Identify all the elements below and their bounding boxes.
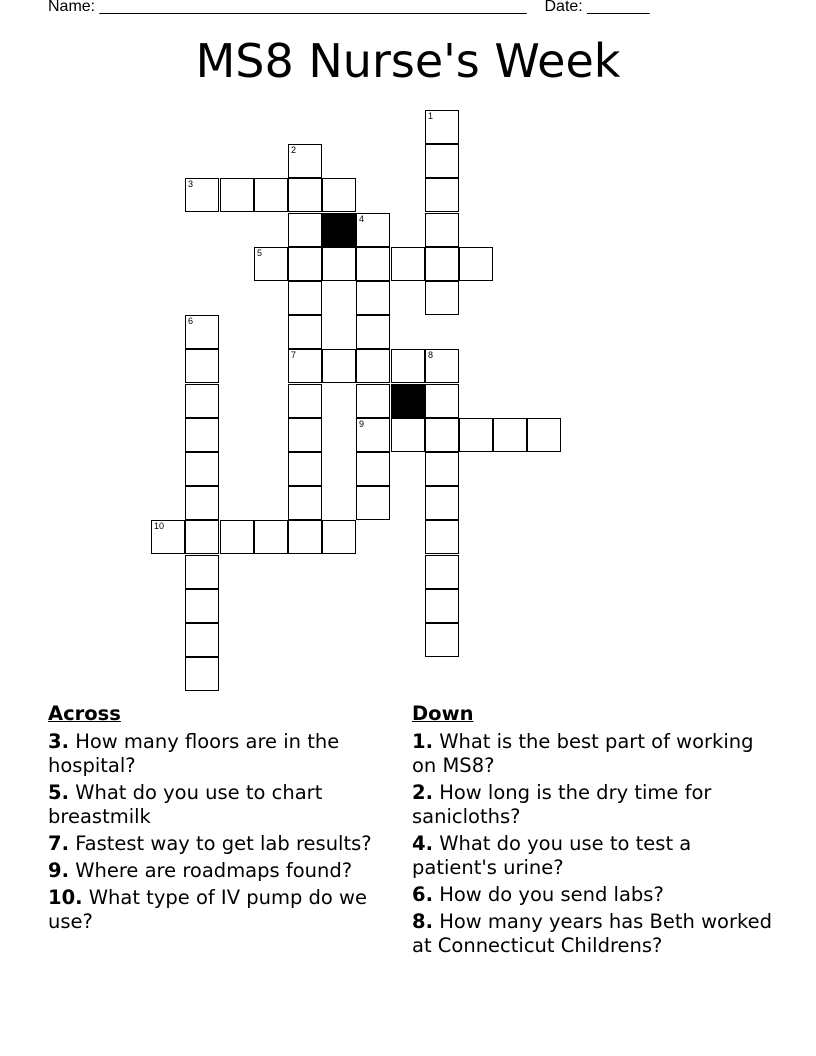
grid-cell[interactable]: [356, 247, 390, 281]
grid-cell[interactable]: [493, 418, 527, 452]
grid-cell[interactable]: [459, 418, 493, 452]
grid-cell[interactable]: [254, 520, 288, 554]
grid-cell[interactable]: [288, 247, 322, 281]
grid-cell[interactable]: [185, 384, 219, 418]
grid-cell[interactable]: [356, 315, 390, 349]
down-clue: 6. How do you send labs?: [412, 883, 664, 906]
grid-block: [322, 213, 356, 247]
grid-cell[interactable]: [322, 178, 356, 212]
grid-cell[interactable]: [356, 281, 390, 315]
down-clue: 1. What is the best part of working on MS8?: [412, 730, 754, 777]
grid-cell[interactable]: [425, 213, 459, 247]
clue-number: 7: [291, 350, 297, 360]
down-clue: 8. How many years has Beth worked at Connecticut Childrens?: [412, 910, 772, 957]
clue-number: 5: [257, 248, 263, 258]
date-blank[interactable]: _______: [587, 0, 650, 15]
across-clue: 10. What type of IV pump do we use?: [48, 886, 367, 933]
grid-cell[interactable]: [356, 213, 390, 247]
grid-cell[interactable]: [356, 486, 390, 520]
grid-cell[interactable]: [185, 349, 219, 383]
grid-cell[interactable]: [185, 589, 219, 623]
grid-cell[interactable]: [288, 213, 322, 247]
clue-number: 2: [291, 145, 297, 155]
grid-cell[interactable]: [425, 623, 459, 657]
grid-cell[interactable]: [185, 315, 219, 349]
date-label: Date:: [544, 0, 583, 15]
across-clue: 3. How many floors are in the hospital?: [48, 730, 340, 777]
clue-number: 6: [188, 316, 194, 326]
grid-cell[interactable]: [322, 520, 356, 554]
grid-cell[interactable]: [151, 520, 185, 554]
grid-cell[interactable]: [220, 520, 254, 554]
grid-cell[interactable]: [425, 247, 459, 281]
name-blank[interactable]: ________________________________________________: [99, 0, 527, 15]
across-clue: 7. Fastest way to get lab results?: [48, 832, 372, 855]
grid-cell[interactable]: [185, 623, 219, 657]
grid-cell[interactable]: [220, 178, 254, 212]
clue-number: 3: [188, 179, 194, 189]
grid-cell[interactable]: [425, 418, 459, 452]
grid-cell[interactable]: [185, 657, 219, 691]
grid-cell[interactable]: [459, 247, 493, 281]
grid-cell[interactable]: [185, 486, 219, 520]
clue-number: 4: [359, 214, 365, 224]
grid-cell[interactable]: [425, 384, 459, 418]
grid-cell[interactable]: [425, 178, 459, 212]
grid-cell[interactable]: [322, 349, 356, 383]
grid-cell[interactable]: [356, 384, 390, 418]
grid-cell[interactable]: [527, 418, 561, 452]
grid-cell[interactable]: [185, 555, 219, 589]
grid-block: [391, 384, 425, 418]
clue-number: 8: [428, 350, 434, 360]
grid-cell[interactable]: [185, 452, 219, 486]
grid-cell[interactable]: [288, 418, 322, 452]
down-clue: 2. How long is the dry time for sanicloths?: [412, 781, 712, 828]
grid-cell[interactable]: [391, 247, 425, 281]
grid-cell[interactable]: [356, 418, 390, 452]
grid-cell[interactable]: [254, 247, 288, 281]
grid-cell[interactable]: [185, 520, 219, 554]
grid-cell[interactable]: [322, 247, 356, 281]
grid-cell[interactable]: [425, 589, 459, 623]
grid-cell[interactable]: [288, 281, 322, 315]
grid-cell[interactable]: [425, 555, 459, 589]
across-heading: Across: [48, 702, 121, 725]
grid-cell[interactable]: [356, 349, 390, 383]
clue-number: 9: [359, 419, 365, 429]
grid-cell[interactable]: [288, 384, 322, 418]
grid-cell[interactable]: [425, 144, 459, 178]
grid-cell[interactable]: [288, 520, 322, 554]
grid-cell[interactable]: [288, 144, 322, 178]
grid-cell[interactable]: [288, 486, 322, 520]
grid-cell[interactable]: [425, 486, 459, 520]
grid-cell[interactable]: [288, 349, 322, 383]
down-heading: Down: [412, 702, 474, 725]
clue-number: 1: [428, 111, 434, 121]
grid-cell[interactable]: [288, 178, 322, 212]
across-clue: 5. What do you use to chart breastmilk: [48, 781, 323, 828]
page-title: MS8 Nurse's Week: [195, 34, 621, 88]
grid-cell[interactable]: [391, 418, 425, 452]
clue-number: 10: [154, 521, 165, 531]
grid-cell[interactable]: [425, 110, 459, 144]
grid-cell[interactable]: [185, 418, 219, 452]
down-clue: 4. What do you use to test a patient's urine?: [412, 832, 692, 879]
grid-cell[interactable]: [391, 349, 425, 383]
down-clues: [412, 702, 782, 961]
grid-cell[interactable]: [185, 178, 219, 212]
grid-cell[interactable]: [425, 520, 459, 554]
across-clue: 9. Where are roadmaps found?: [48, 859, 353, 882]
across-clues: [48, 702, 398, 937]
grid-cell[interactable]: [288, 452, 322, 486]
grid-cell[interactable]: [425, 281, 459, 315]
grid-cell[interactable]: [425, 349, 459, 383]
grid-cell[interactable]: [254, 178, 288, 212]
grid-cell[interactable]: [425, 452, 459, 486]
name-label: Name:: [48, 0, 96, 15]
grid-cell[interactable]: [288, 315, 322, 349]
grid-cell[interactable]: [356, 452, 390, 486]
